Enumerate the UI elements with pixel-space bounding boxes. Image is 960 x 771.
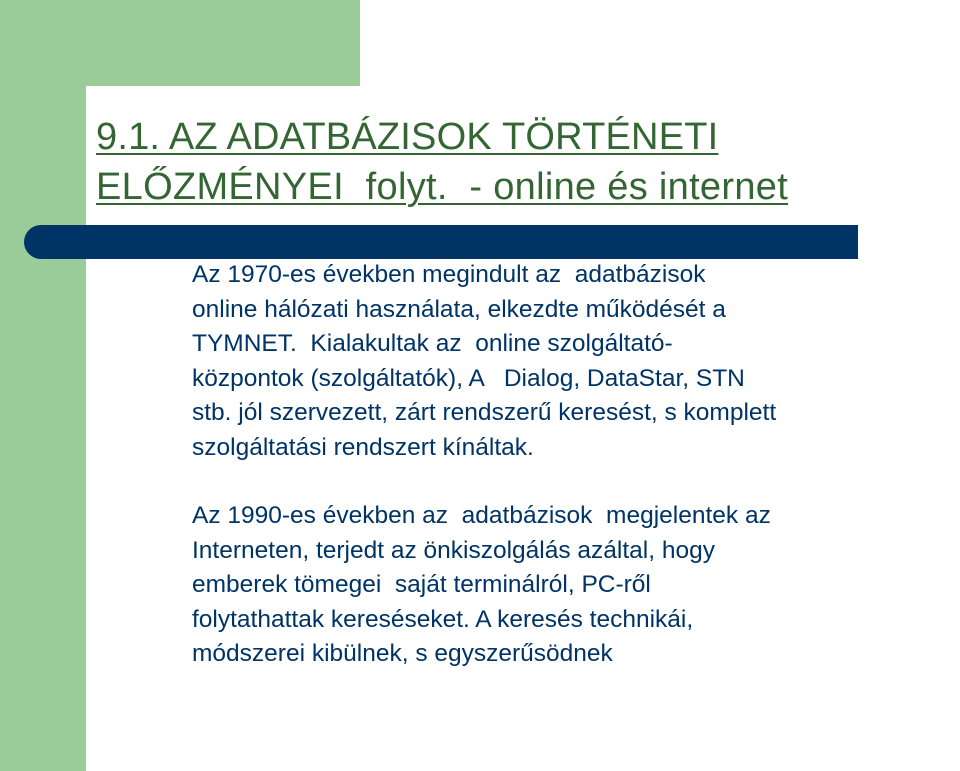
paragraph-line: Interneten, terjedt az önkiszolgálás azáltal, hogy bbox=[192, 536, 715, 564]
slide-body bbox=[192, 258, 932, 706]
paragraph-line: TYMNET. Kialakultak az online szolgáltató- bbox=[192, 330, 673, 357]
slide-title bbox=[96, 112, 960, 212]
paragraph-line: módszerei kibülnek, s egyszerűsödnek bbox=[192, 640, 613, 667]
paragraph-line: központok (szolgáltatók), A Dialog, DataStar, STN bbox=[192, 364, 745, 392]
green-frame-left bbox=[0, 0, 86, 771]
paragraph-line: szolgáltatási rendszert kínáltak. bbox=[192, 433, 534, 461]
paragraph-line: stb. jól szervezett, zárt rendszerű keresést, s komplett bbox=[192, 399, 777, 426]
paragraph-line: Az 1990-es években az adatbázisok megjelentek az bbox=[192, 502, 771, 529]
slide-title-line-2: ELŐZMÉNYEI folyt. - online és internet bbox=[96, 166, 789, 208]
paragraph-line: folytathattak kereséseket. A keresés technikái, bbox=[192, 605, 694, 633]
paragraph-line: online hálózati használata, elkezdte működését a bbox=[192, 295, 726, 323]
slide-title-line-1: 9.1. AZ ADATBÁZISOK TÖRTÉNETI bbox=[96, 116, 719, 158]
paragraph-1990s bbox=[192, 499, 932, 672]
paragraph-1970s bbox=[192, 258, 932, 465]
paragraph-line: Az 1970-es években megindult az adatbázisok bbox=[192, 261, 706, 288]
title-underline-bar bbox=[24, 225, 858, 259]
paragraph-line: emberek tömegei saját terminálról, PC-ről bbox=[192, 571, 651, 598]
